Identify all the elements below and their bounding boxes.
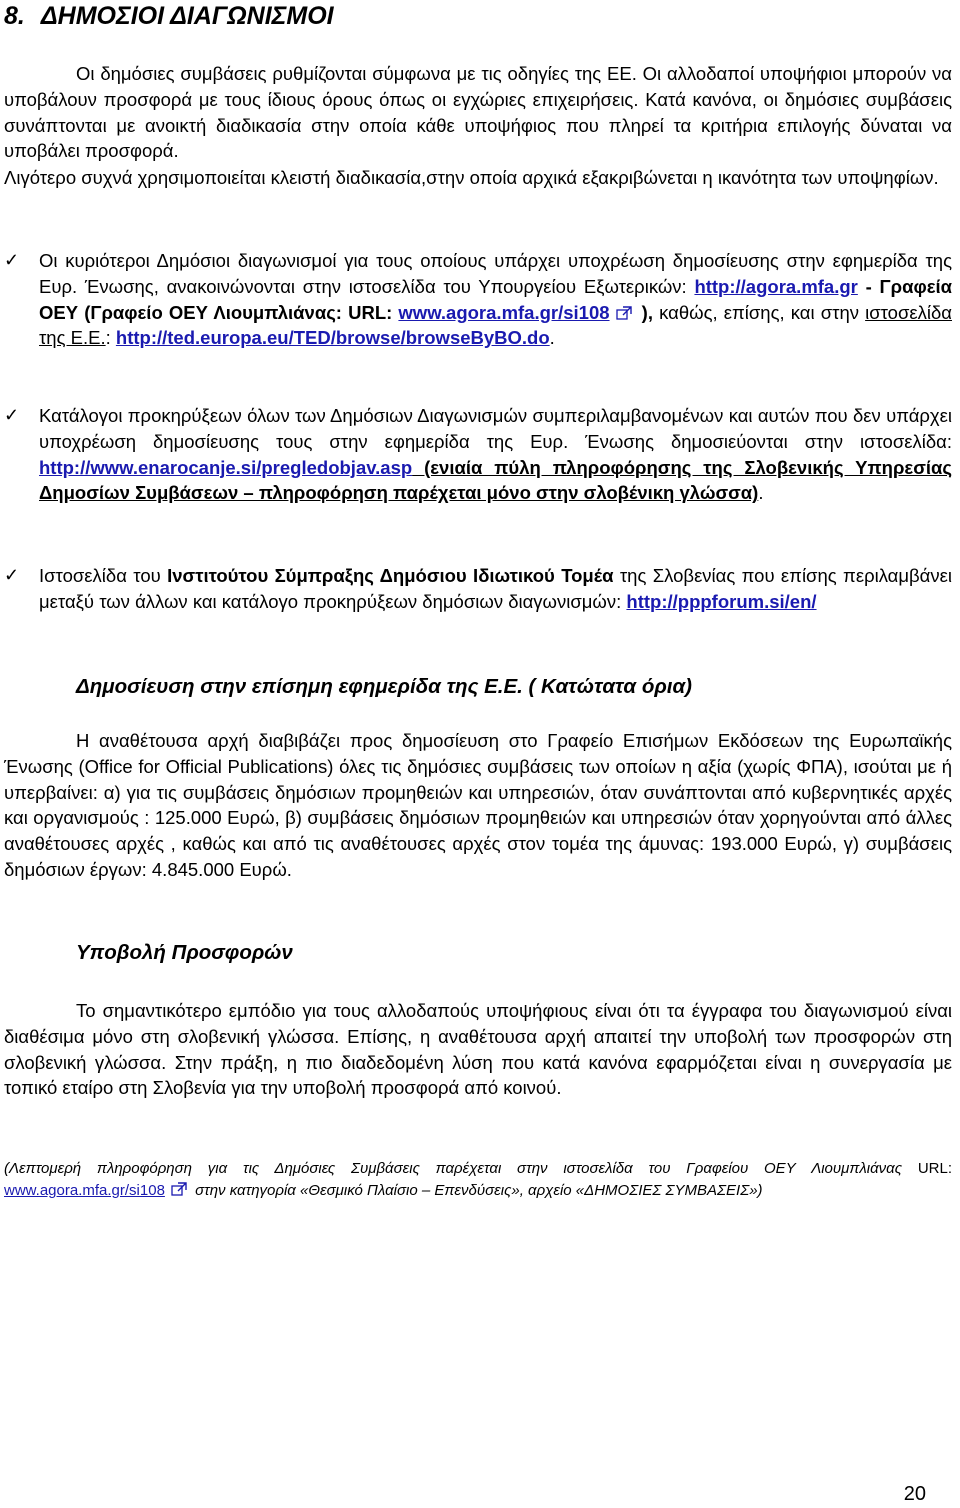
section-heading [4, 2, 350, 31]
bullet-item-pppforum [4, 563, 952, 615]
intro-paragraph-2: Λιγότερο συχνά χρησιμοποιείται κλειστή διαδικασία,στην οποία αρχικά εξακριβώνεται η ικανότητα των υποψηφίων. [4, 167, 939, 188]
bullet-bold-text: (ενιαία πύλη πληροφόρησης της Σλοβενικής Υπηρεσίας Δημοσίων Συμβάσεων – πληροφόρηση παρέχεται μόνο στην σλοβένικη γλώσσα) [39, 456, 952, 504]
footnote [4, 1158, 952, 1202]
section-number: 8. [4, 2, 25, 30]
bullet-text-part: Ιστοσελίδα του [39, 565, 168, 586]
footnote-text: (Λεπτομερή πληροφόρηση για τις Δημόσιες Συμβάσεις παρέχεται στην ιστοσελίδα του Γραφείου ΟΕΥ Λιουμπλιάνας [4, 1160, 918, 1177]
footnote-text: στην κατηγορία «Θεσμικό Πλαίσιο – Επενδύσεις», αρχείο «ΔΗΜΟΣΙΕΣ ΣΥΜΒΑΣΕΙΣ») [190, 1182, 763, 1199]
bullet-text-part: της Σλοβενίας που επίσης περιλαμβάνει μεταξύ των άλλων και κατάλογο προκηρύξεων δημόσιων διαγωνισμών: [39, 565, 952, 612]
bullet-text-part: . [758, 482, 764, 504]
bullet-text-part: Οι κυριότεροι Δημόσιοι διαγωνισμοί για τους οποίους υπάρχει υποχρέωση δημοσίευσης στην εφημερίδα της Ευρ. Ένωσης, ανακοινώνονται στην ιστοσελίδα του Υπουργείου Εξωτερικών: [39, 250, 952, 297]
bullet-item-enarocanje [4, 403, 952, 506]
bullet-text [39, 563, 952, 615]
check-icon: ✓ [4, 565, 20, 585]
bullet-bold-text: ), [635, 301, 653, 323]
bullet-text-part: καθώς, επίσης, και στην [652, 301, 866, 323]
bullet-text-part: : [105, 327, 116, 349]
bullet-text-part: Κατάλογοι προκηρύξεων όλων των Δημόσιων Διαγωνισμών συμπεριλαμβανομένων και αυτών που δεν υπάρχει υποχρέωση δημοσίευσης τους στην εφημερίδα της Ευρ. Ένωσης δημοσιεύονται στην ιστοσελίδα: [39, 405, 952, 452]
external-link-icon[interactable] [171, 1182, 187, 1196]
agora-mfa-link[interactable]: http://agora.mfa.gr [694, 275, 858, 297]
page-number: 20 [903, 1483, 926, 1505]
publication-paragraph: Η αναθέτουσα αρχή διαβιβάζει προς δημοσίευση στο Γραφείο Επισήμων Εκδόσεων της Ευρωπαϊκής Ένωσης (Office for Official Publications) όλες τις δημόσιες συμβάσεις των οποίων η αξία (χωρίς ΦΠΑ), ισούται με ή υπερβαίνει: α) για τις συμβάσεις δημόσιων προμηθειών και υπηρεσιών, όταν συνάπτονται από κυβερνητικές αρχές και οργανισμούς : 125.000 Ευρώ, β) συμβάσεις δημόσιων προμηθειών και υπηρεσιών όταν χορηγούνται από άλλες αναθέτουσες αρχές , καθώς και από τις αναθέτουσες αρχές στον τομέα της άμυνας: 193.000 Ευρώ, γ) συμβάσεις δημόσιων έργων: 4.845.000 Ευρώ. [4, 730, 952, 880]
eu-website-text: ιστοσελίδα της Ε.Ε. [39, 301, 952, 349]
pppforum-link[interactable]: http://pppforum.si/en/ [626, 590, 817, 612]
submission-heading: Υποβολή Προσφορών [76, 941, 293, 964]
institute-name: Ινστιτούτου Σύμπραξης Δημόσιου Ιδιωτικού Τομέα [167, 565, 614, 586]
publication-heading: Δημοσίευση στην επίσημη εφημερίδα της Ε.Ε. ( Κατώτατα όρια) [76, 675, 692, 698]
enarocanje-link[interactable]: http://www.enarocanje.si/pregledobjav.asp [39, 456, 413, 478]
check-icon: ✓ [4, 250, 20, 270]
external-link-icon[interactable] [616, 306, 632, 320]
submission-paragraph: Το σημαντικότερο εμπόδιο για τους αλλοδαπούς υποψήφιους είναι ότι τα έγγραφα του διαγωνισμού είναι διαθέσιμα μόνο στη σλοβενική γλώσσα. Επίσης, η αναθέτουσα αρχή απαιτεί την υποβολή των προσφορών στη σλοβενική γλώσσα. Στην πράξη, η πιο διαδεδομένη λύση που κατά κανόνα εφαρμόζεται είναι η συνεργασία με τοπικό εταίρο στη Σλοβενία για την υποβολή προσφορά από κοινού. [4, 1000, 952, 1099]
agora-si108-link[interactable]: www.agora.mfa.gr/si108 [398, 301, 610, 323]
url-label: URL: [917, 1160, 952, 1177]
bullet-text [39, 403, 952, 506]
section-title: ΔΗΜΟΣΙΟΙ ΔΙΑΓΩΝΙΣΜΟΙ [40, 2, 334, 30]
bullet-text-part: . [549, 327, 555, 349]
bullet-text [39, 248, 952, 351]
intro-paragraph-1: Οι δημόσιες συμβάσεις ρυθμίζονται σύμφωνα με τις οδηγίες της ΕΕ. Οι αλλοδαποί υποψήφιοι μπορούν να υποβάλουν προσφορά με τους ίδιους όρους όπως οι εγχώριες επιχειρήσεις. Κατά κανόνα, οι δημόσιες συμβάσεις συνάπτονται με ανοικτή διαδικασία στην οποία κάθε υποψήφιος που πληρεί τα κριτήρια επιλογής δύναται να υποβάλει προσφορά. [4, 63, 952, 162]
bullet-bold-text: - Γραφεία ΟΕΥ (Γραφείο ΟΕΥ Λιουμπλιάνας: URL: [39, 275, 952, 323]
agora-si108-footnote-link[interactable]: www.agora.mfa.gr/si108 [4, 1182, 165, 1199]
bullet-item-mfa [4, 248, 952, 351]
ted-europa-link[interactable]: http://ted.europa.eu/TED/browse/browseByBO.do [115, 327, 550, 349]
check-icon: ✓ [4, 405, 20, 425]
